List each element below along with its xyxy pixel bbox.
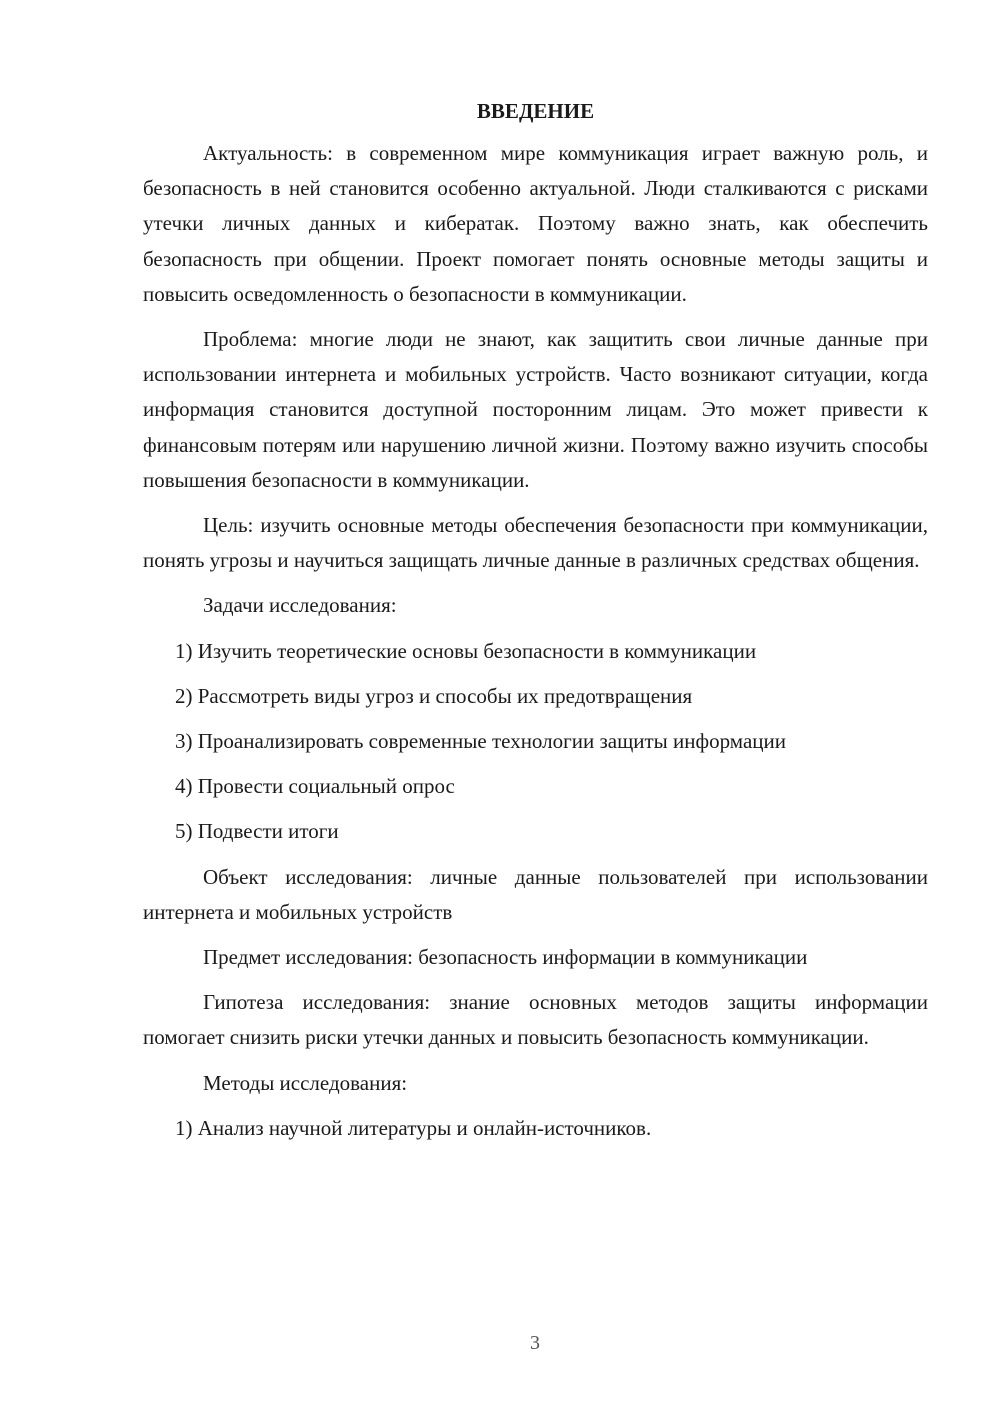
goal-paragraph: Цель: изучить основные методы обеспечения безопасности при коммуникации, понять угрозы и научиться защищать личные данные в различных средствах общения. xyxy=(143,513,928,573)
hypothesis-paragraph: Гипотеза исследования: знание основных методов защиты информации помогает снизить риски утечки данных и повысить безопасность коммуникации. xyxy=(143,990,928,1050)
method-item: 1) Анализ научной литературы и онлайн-источников. xyxy=(175,1115,652,1140)
tasks-heading: Задачи исследования: xyxy=(203,593,397,618)
methods-heading: Методы исследования: xyxy=(203,1070,408,1095)
task-item: 2) Рассмотреть виды угроз и способы их предотвращения xyxy=(175,683,693,708)
relevance-paragraph: Актуальность: в современном мире коммуникация играет важную роль, и безопасность в ней становится особенно актуальной. Люди сталкиваются с рисками утечки личных данных и кибератак. Поэтому важно знать, как обеспечить безопасность при общении. Проект помогает понять основные методы защиты и повысить осведомленность о безопасности в коммуникации. xyxy=(143,141,928,306)
document-page xyxy=(143,96,928,1156)
task-item: 1) Изучить теоретические основы безопасности в коммуникации xyxy=(175,638,757,663)
object-paragraph: Объект исследования: личные данные пользователей при использовании интернета и мобильных устройств xyxy=(143,864,928,924)
methods-list xyxy=(143,1111,928,1146)
tasks-list xyxy=(143,634,928,850)
task-item: 3) Проанализировать современные технологии защиты информации xyxy=(175,729,786,754)
page-number: 3 xyxy=(530,1332,540,1354)
task-item: 5) Подвести итоги xyxy=(175,819,339,844)
section-title: ВВЕДЕНИЕ xyxy=(476,99,595,123)
subject-paragraph: Предмет исследования: безопасность информации в коммуникации xyxy=(203,945,808,970)
task-item: 4) Провести социальный опрос xyxy=(175,774,455,799)
problem-paragraph: Проблема: многие люди не знают, как защитить свои личные данные при использовании интернета и мобильных устройств. Часто возникают ситуации, когда информация становится доступной посторонним лицам. Это может привести к финансовым потерям или нарушению личной жизни. Поэтому важно изучить способы повышения безопасности в коммуникации. xyxy=(143,327,928,492)
